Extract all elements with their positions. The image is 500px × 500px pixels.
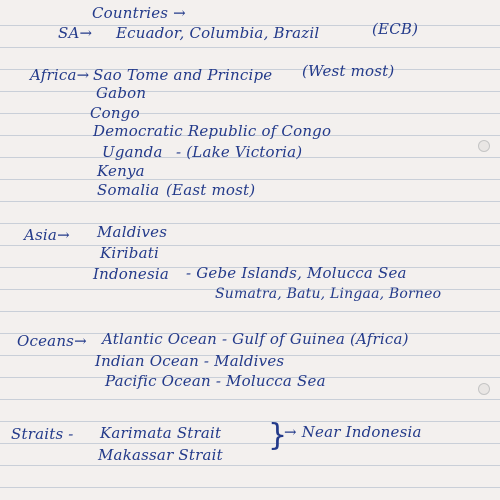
straits-note: → Near Indonesia <box>284 423 422 441</box>
africa-west-note: (West most) <box>302 62 395 80</box>
brace-mark: } <box>268 418 288 453</box>
africa-label: Africa→ <box>30 66 90 84</box>
asia-indonesia-note: - Gebe Islands, Molucca Sea <box>186 264 407 282</box>
africa-item: Democratic Republic of Congo <box>93 122 332 140</box>
africa-item: Gabon <box>96 84 147 102</box>
africa-east-note: (East most) <box>166 181 256 199</box>
africa-item: Sao Tome and Principe <box>93 66 273 84</box>
asia-indonesia-note-2: Sumatra, Batu, Lingaa, Borneo <box>215 286 442 302</box>
africa-item: Somalia <box>97 181 160 199</box>
binder-hole <box>478 383 490 395</box>
sa-tag: (ECB) <box>372 20 419 38</box>
africa-item: Uganda <box>102 143 163 161</box>
ocean-item: Atlantic Ocean - Gulf of Guinea (Africa) <box>102 330 409 348</box>
ocean-item: Indian Ocean - Maldives <box>95 352 285 370</box>
strait-item: Karimata Strait <box>100 424 222 442</box>
strait-item: Makassar Strait <box>98 446 223 464</box>
sa-label: SA→ <box>58 24 93 42</box>
africa-item: Congo <box>90 104 140 122</box>
asia-item: Maldives <box>97 223 168 241</box>
asia-item: Indonesia <box>93 265 169 283</box>
sa-countries: Ecuador, Columbia, Brazil <box>116 24 320 42</box>
ocean-item: Pacific Ocean - Molucca Sea <box>105 372 326 390</box>
oceans-label: Oceans→ <box>17 332 87 350</box>
straits-label: Straits - <box>11 425 74 443</box>
binder-hole <box>478 140 490 152</box>
africa-item: Kenya <box>97 162 145 180</box>
countries-heading: Countries → <box>92 4 186 22</box>
africa-uganda-note: - (Lake Victoria) <box>176 143 303 161</box>
asia-label: Asia→ <box>24 226 70 244</box>
asia-item: Kiribati <box>100 244 159 262</box>
